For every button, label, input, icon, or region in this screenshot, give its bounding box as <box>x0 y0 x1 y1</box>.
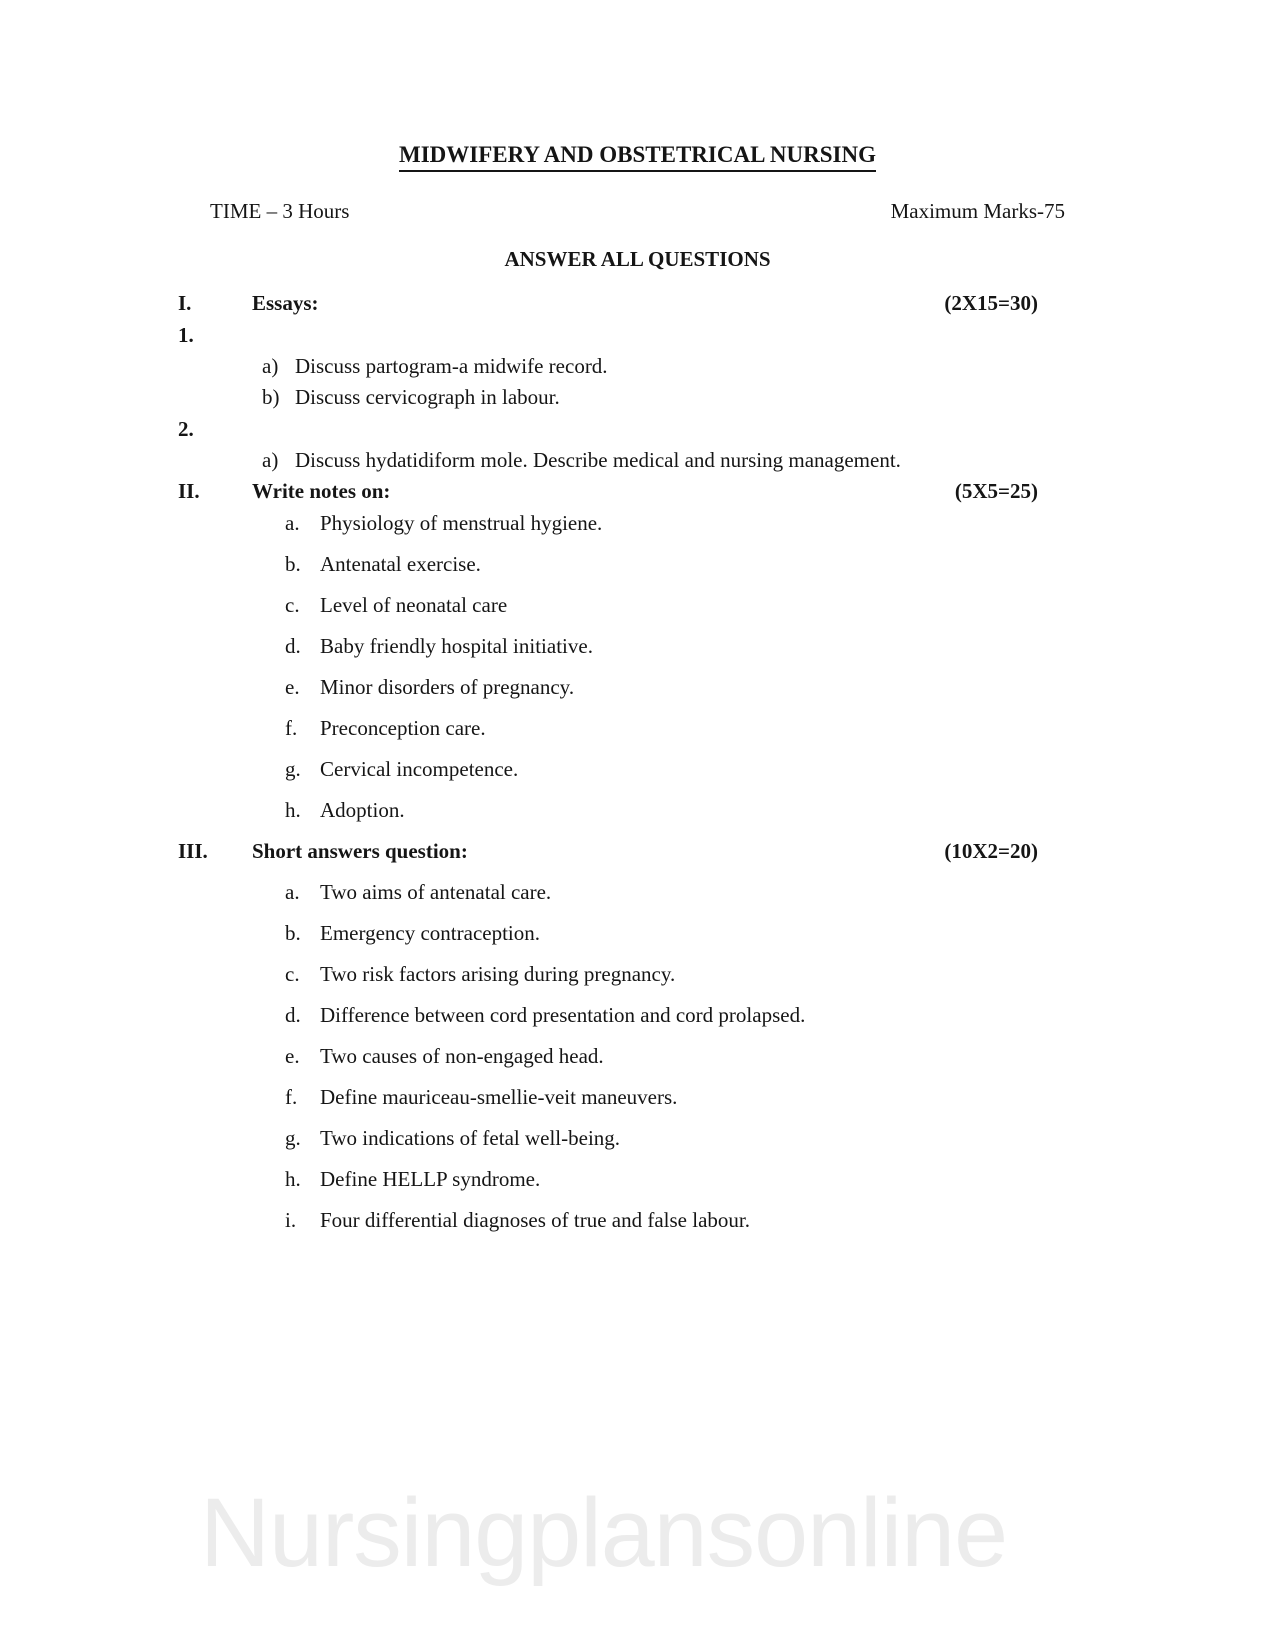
short-answer-marker: c. <box>285 962 300 986</box>
note-item-text: Baby friendly hospital initiative. <box>320 634 593 658</box>
note-item <box>0 551 1275 577</box>
short-answer-item <box>0 1084 1275 1110</box>
note-item-text: Level of neonatal care <box>320 593 508 617</box>
essay-part <box>0 353 1275 379</box>
short-answer-item <box>0 1043 1275 1069</box>
note-item-text: Antenatal exercise. <box>320 552 481 576</box>
short-answer-item <box>0 1166 1275 1192</box>
page-title <box>0 0 1275 172</box>
section-marks: (2X15=30) <box>944 291 1038 315</box>
note-item-text: Physiology of menstrual hygiene. <box>320 511 603 535</box>
short-answer-text: Emergency contraception. <box>320 921 541 945</box>
essay-part-marker: b) <box>262 385 280 409</box>
essay-part-text: Discuss hydatidiform mole. Describe medical and nursing management. <box>295 448 901 472</box>
note-item-marker: f. <box>285 716 298 740</box>
instruction-heading: ANSWER ALL QUESTIONS <box>504 247 771 271</box>
section-numeral: III. <box>178 839 208 863</box>
max-marks-label: Maximum Marks-75 <box>890 199 1065 223</box>
essay-part-text: Discuss partogram-a midwife record. <box>295 354 608 378</box>
short-answer-item <box>0 920 1275 946</box>
section-marks: (10X2=20) <box>944 839 1038 863</box>
note-item-text: Adoption. <box>320 798 405 822</box>
note-item <box>0 592 1275 618</box>
section-heading-notes <box>0 478 1275 504</box>
short-answer-text: Two indications of fetal well-being. <box>320 1126 621 1150</box>
section-title: Short answers question: <box>252 839 468 863</box>
section-title: Essays: <box>252 291 319 315</box>
short-answer-text: Difference between cord presentation and cord prolapsed. <box>320 1003 806 1027</box>
section-heading-essays <box>0 290 1275 316</box>
note-item <box>0 797 1275 823</box>
question-number: 2. <box>178 417 194 441</box>
short-answer-text: Two causes of non-engaged head. <box>320 1044 604 1068</box>
short-answer-text: Two risk factors arising during pregnancy. <box>320 962 676 986</box>
essay-part-marker: a) <box>262 448 279 472</box>
note-item-marker: b. <box>285 552 301 576</box>
note-item-marker: h. <box>285 798 301 822</box>
essay-part <box>0 447 1275 473</box>
short-answer-text: Two aims of antenatal care. <box>320 880 552 904</box>
note-item-text: Preconception care. <box>320 716 486 740</box>
short-answer-marker: b. <box>285 921 301 945</box>
short-answer-marker: d. <box>285 1003 301 1027</box>
note-item <box>0 756 1275 782</box>
note-item-marker: c. <box>285 593 300 617</box>
short-answer-item <box>0 961 1275 987</box>
short-answer-item <box>0 1207 1275 1233</box>
short-answer-text: Four differential diagnoses of true and false labour. <box>320 1208 750 1232</box>
note-item <box>0 510 1275 536</box>
section-title: Write notes on: <box>252 479 391 503</box>
time-marks-row <box>0 198 1275 224</box>
watermark: Nursingplansonline <box>200 1478 1008 1587</box>
note-item-marker: e. <box>285 675 300 699</box>
short-answer-text: Define mauriceau-smellie-veit maneuvers. <box>320 1085 678 1109</box>
note-item-text: Cervical incompetence. <box>320 757 519 781</box>
note-item <box>0 674 1275 700</box>
note-item-marker: a. <box>285 511 300 535</box>
note-item <box>0 715 1275 741</box>
section-marks: (5X5=25) <box>954 479 1038 503</box>
short-answer-text: Define HELLP syndrome. <box>320 1167 541 1191</box>
section-heading-short-answers <box>0 838 1275 864</box>
short-answer-marker: e. <box>285 1044 300 1068</box>
question-number: 1. <box>178 323 194 347</box>
short-answer-marker: i. <box>285 1208 297 1232</box>
short-answer-marker: h. <box>285 1167 301 1191</box>
essay-part <box>0 384 1275 410</box>
note-item <box>0 633 1275 659</box>
short-answer-marker: g. <box>285 1126 301 1150</box>
short-answer-marker: f. <box>285 1085 298 1109</box>
essay-part-text: Discuss cervicograph in labour. <box>295 385 560 409</box>
short-answer-item <box>0 1125 1275 1151</box>
short-answer-item <box>0 879 1275 905</box>
short-answer-item <box>0 1002 1275 1028</box>
section-numeral: II. <box>178 479 200 503</box>
note-item-marker: d. <box>285 634 301 658</box>
essay-part-marker: a) <box>262 354 279 378</box>
page-title-text: MIDWIFERY AND OBSTETRICAL NURSING <box>399 141 876 172</box>
short-answer-marker: a. <box>285 880 300 904</box>
note-item-marker: g. <box>285 757 301 781</box>
time-label: TIME – 3 Hours <box>210 199 350 223</box>
section-numeral: I. <box>178 291 192 315</box>
note-item-text: Minor disorders of pregnancy. <box>320 675 575 699</box>
